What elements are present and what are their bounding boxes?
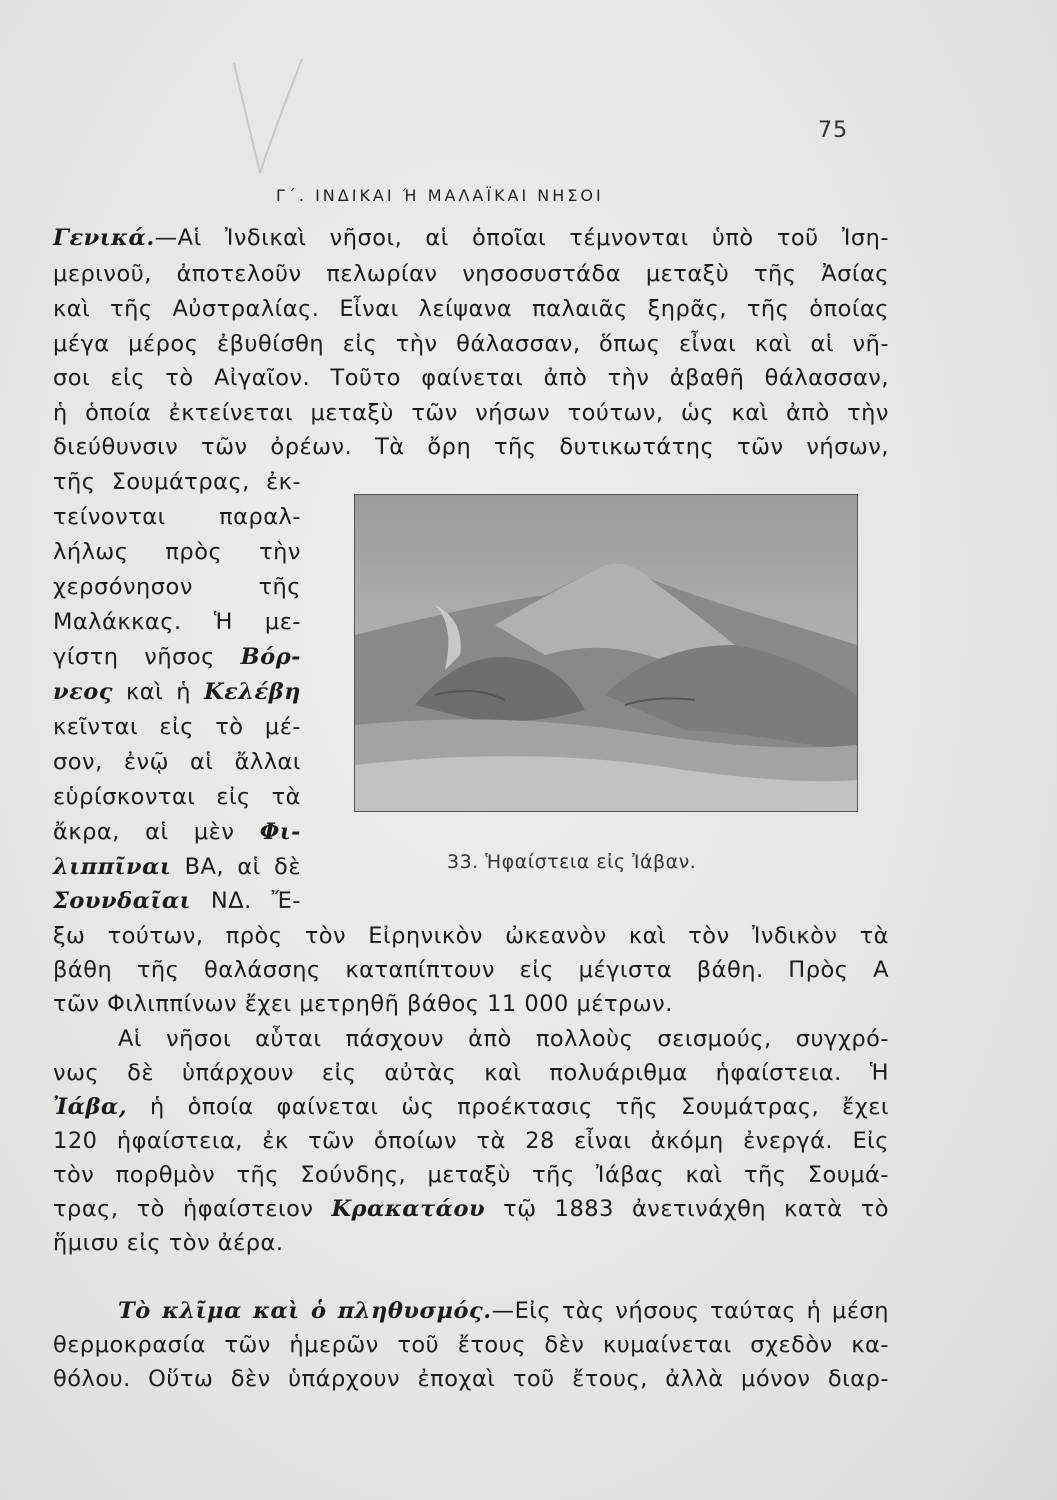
text-line: μέγα μέρος ἐβυθίσθη εἰς τὴν θάλασσαν, ὅπως εἶναι καὶ αἱ νῆ-: [53, 331, 889, 357]
text-line: μερινοῦ, ἀποτελοῦν πελωρίαν νησοσυστάδα μεταξὺ τῆς Ἀσίας: [53, 261, 889, 287]
text-line: ἥμισυ εἰς τὸν ἀέρα.: [53, 1230, 284, 1256]
bold-term: Ἰάβα,: [53, 1094, 128, 1120]
section-heading: Γ΄. ΙΝΔΙΚΑΙ Ή ΜΑΛΑΪΚΑΙ ΝΗΣΟΙ: [276, 186, 604, 205]
bold-term: Γενικά.: [53, 225, 155, 251]
text-line: ἄκρα, αἱ μὲν Φι-: [53, 819, 302, 845]
text-line: σοι εἰς τὸ Αἰγαῖον. Τοῦτο φαίνεται ἀπὸ τὴν ἀβαθῆ θάλασσαν,: [53, 365, 889, 391]
text-line: τῶν Φιλιππίνων ἔχει μετρηθῆ βάθος 11 000 μέτρων.: [53, 991, 673, 1017]
text-line: Τὸ κλῖμα καὶ ὁ πληθυσμός.—Εἰς τὰς νήσους ταύτας ἡ μέση: [118, 1298, 889, 1324]
text-line: Σουνδαῖαι ΝΔ. Ἔ-: [53, 888, 301, 914]
text-line: Γενικά.—Αἱ Ἰνδικαὶ νῆσοι, αἱ ὁποῖαι τέμνονται ὑπὸ τοῦ Ἰση-: [53, 225, 889, 251]
bold-term: Κρακατάου: [331, 1196, 486, 1222]
text-line: χερσόνησον τῆς: [53, 574, 301, 600]
text-line: τῆς Σουμάτρας, ἐκ-: [53, 469, 301, 495]
text-line: Μαλάκκας. Ἡ με-: [53, 609, 301, 635]
figure-caption: 33. Ἡφαίστεια εἰς Ἰάβαν.: [447, 851, 697, 873]
text-line: τρας, τὸ ἡφαίστειον Κρακατάου τῷ 1883 ἀνετινάχθη κατὰ τὸ: [53, 1196, 890, 1222]
bold-term: Φι-: [259, 819, 302, 845]
text-line: Ἰάβα, ἡ ὁποία φαίνεται ὡς προέκτασις τῆς Σουμάτρας, ἔχει: [53, 1094, 889, 1120]
volcano-landscape-image: [355, 495, 857, 811]
bold-term: νεος: [53, 679, 113, 705]
volcano-illustration: [354, 494, 858, 812]
text-line: θερμοκρασία τῶν ἡμερῶν τοῦ ἔτους δὲν κυμαίνεται σχεδὸν κα-: [53, 1332, 889, 1358]
bold-term: λιππῖναι: [53, 854, 172, 880]
text-line: τείνονται παραλ-: [53, 504, 301, 530]
text-line: 120 ἡφαίστεια, ἐκ τῶν ὁποίων τὰ 28 εἶναι ἀκόμη ἐνεργά. Εἰς: [53, 1128, 889, 1154]
pencil-mark: [228, 55, 308, 185]
text-line: βάθη τῆς θαλάσσης καταπίπτουν εἰς μέγιστα βάθη. Πρὸς Α: [53, 957, 889, 983]
text-line: νως δὲ ὑπάρχουν εἰς αὐτὰς καὶ πολυάριθμα ἡφαίστεια. Ἡ: [53, 1060, 889, 1086]
text-line: ξω τούτων, πρὸς τὸν Εἰρηνικὸν ὠκεανὸν καὶ τὸν Ἰνδικὸν τὰ: [53, 923, 889, 949]
text-line: διεύθυνσιν τῶν ὀρέων. Τὰ ὄρη τῆς δυτικωτάτης τῶν νήσων,: [53, 434, 889, 460]
text-line: καὶ τῆς Αὐστραλίας. Εἶναι λείψανα παλαιᾶς ξηρᾶς, τῆς ὁποίας: [53, 296, 889, 322]
text-line: λιππῖναι ΒΑ, αἱ δὲ: [53, 854, 301, 880]
bold-term: Κελέβη: [204, 679, 302, 705]
page-number: 75: [818, 118, 848, 143]
text-line: ἡ ὁποία ἐκτείνεται μεταξὺ τῶν νήσων τούτων, ὡς καὶ ἀπὸ τὴν: [53, 400, 889, 426]
bold-term: Βόρ-: [240, 644, 301, 670]
text-line: σον, ἐνῷ αἱ ἄλλαι: [53, 749, 301, 775]
bold-term: Τὸ κλῖμα καὶ ὁ πληθυσμός.: [118, 1298, 492, 1324]
text-line: εὑρίσκονται εἰς τὰ: [53, 784, 301, 810]
text-line: θόλου. Οὕτω δὲν ὑπάρχουν ἐποχαὶ τοῦ ἔτους, ἀλλὰ μόνον διαρ-: [53, 1366, 889, 1392]
text-line: τὸν πορθμὸν τῆς Σούνδης, μεταξὺ τῆς Ἰάβας καὶ τῆς Σουμά-: [53, 1162, 889, 1188]
text-line: Αἱ νῆσοι αὗται πάσχουν ἀπὸ πολλοὺς σεισμούς, συγχρό-: [118, 1026, 889, 1052]
text-line: νεος καὶ ἡ Κελέβη: [53, 679, 302, 705]
text-line: λήλως πρὸς τὴν: [53, 539, 301, 565]
text-line: γίστη νῆσος Βόρ-: [53, 644, 301, 670]
bold-term: Σουνδαῖαι: [53, 888, 192, 914]
text-line: κεῖνται εἰς τὸ μέ-: [53, 714, 301, 740]
